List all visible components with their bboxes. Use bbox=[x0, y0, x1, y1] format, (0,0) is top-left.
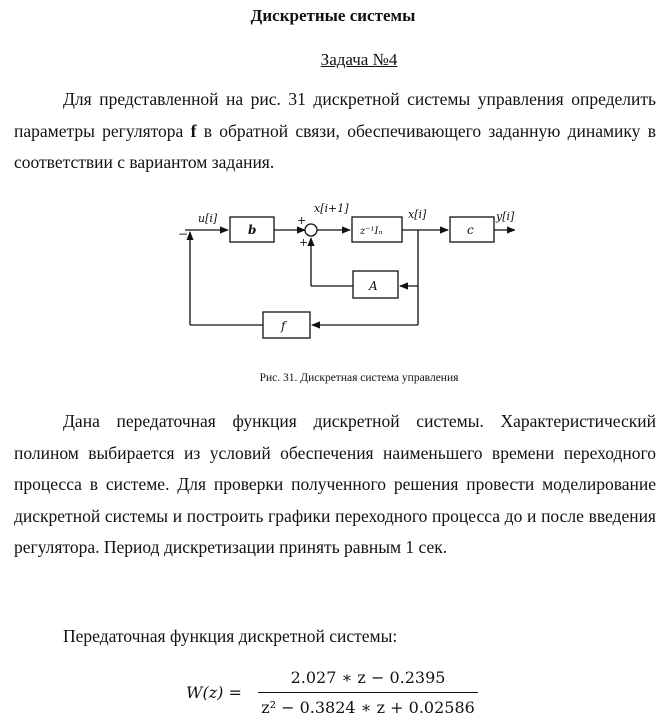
intro-paragraph bbox=[14, 84, 656, 179]
label-A: A bbox=[369, 279, 378, 293]
label-plus-bottom: + bbox=[299, 236, 309, 249]
formula-lhs: W(z) = bbox=[186, 683, 242, 702]
figure-caption: Рис. 31. Дискретная система управления bbox=[259, 372, 459, 384]
label-f: f bbox=[281, 319, 286, 333]
tf-intro-text: Передаточная функция дискретной системы: bbox=[63, 626, 398, 646]
label-sum: x[i+1] bbox=[314, 202, 349, 215]
label-plus-top: + bbox=[297, 214, 307, 227]
transfer-function-formula bbox=[186, 664, 486, 722]
formula-denominator: z² − 0.3824 ∗ z + 0.02586 bbox=[261, 698, 475, 717]
intro-text-1: Для представленной на рис. 31 дискретной системы управления определить параметры регулятора bbox=[14, 89, 656, 141]
formula-numerator: 2.027 ∗ z − 0.2395 bbox=[290, 668, 446, 687]
label-c: c bbox=[467, 223, 474, 237]
label-b: b bbox=[248, 223, 257, 237]
body-paragraph bbox=[14, 406, 656, 564]
block-diagram bbox=[170, 190, 515, 353]
label-state: x[i] bbox=[408, 208, 427, 221]
label-input: u[i] bbox=[198, 212, 218, 225]
task-heading: Задача №4 bbox=[320, 50, 398, 69]
body-text: Дана передаточная функция дискретной системы. Характеристический полином выбирается из условий обеспечения наименьшего времени переходного процесса в системе. Для проверки полученного решения провести моделирование дискретной системы и построить графики переходного процесса до и после введения регулятора. Период дискретизации принять равным 1 сек. bbox=[14, 411, 656, 557]
intro-bold-f: f bbox=[190, 120, 197, 141]
intro-text-2: в обратной связи, обеспечивающего заданную динамику в соответствии с вариантом задания. bbox=[14, 120, 656, 172]
block-f bbox=[263, 312, 310, 338]
fraction-bar bbox=[258, 692, 478, 693]
label-delay: z⁻¹Iₙ bbox=[360, 226, 383, 237]
page-title: Дискретные системы bbox=[250, 6, 416, 25]
label-minus: − bbox=[178, 227, 189, 241]
summing-junction bbox=[305, 224, 317, 236]
tf-intro-paragraph bbox=[14, 621, 656, 653]
label-output: y[i] bbox=[496, 210, 515, 223]
